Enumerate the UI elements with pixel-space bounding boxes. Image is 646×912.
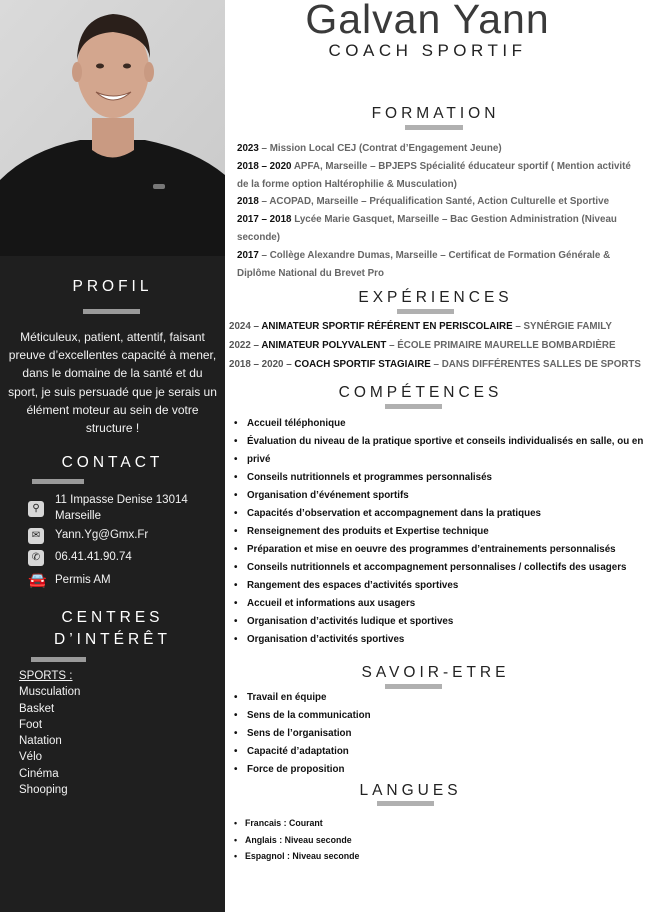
contact-email[interactable]: ✉ Yann.Yg@Gmx.Fr bbox=[28, 527, 205, 544]
car-icon: 🚘 bbox=[28, 572, 47, 589]
langue-item: • Francais : Courant bbox=[233, 815, 359, 832]
candidate-role: COACH SPORTIF bbox=[328, 41, 527, 60]
contact-license: 🚘 Permis AM bbox=[28, 572, 111, 589]
competence-item: • Accueil et informations aux usagers bbox=[233, 595, 646, 613]
competence-item: • Accueil téléphonique bbox=[233, 415, 646, 433]
savoir-etre-item: • Sens de la communication bbox=[233, 707, 646, 725]
interest-item: Cinéma bbox=[19, 767, 59, 780]
langues-divider bbox=[377, 801, 434, 806]
interests-heading-line1: CENTRES bbox=[61, 609, 164, 626]
interest-item: Basket bbox=[19, 702, 55, 715]
formation-list bbox=[237, 140, 646, 282]
competence-item: • Préparation et mise en oeuvre des programmes d’entrainements personnalisés bbox=[233, 541, 646, 559]
competence-item: • Évaluation du niveau de la pratique sportive et conseils individualisés en salle, ou en bbox=[233, 433, 646, 451]
location-icon: ⚲ bbox=[28, 501, 44, 517]
langue-item: • Anglais : Niveau seconde bbox=[233, 832, 359, 849]
formation-line: Diplôme National du Brevet Pro bbox=[237, 267, 384, 279]
competences-divider bbox=[385, 404, 442, 409]
formation-divider bbox=[405, 125, 463, 130]
formation-line: seconde) bbox=[237, 231, 281, 243]
competence-item: • Organisation d’événement sportifs bbox=[233, 487, 646, 505]
langue-item: • Espagnol : Niveau seconde bbox=[233, 848, 359, 865]
candidate-name: Galvan Yann bbox=[305, 0, 550, 42]
competence-item: • Rangement des espaces d’activités sportives bbox=[233, 577, 646, 595]
experience-item: 2022 – ANIMATEUR POLYVALENT – ÉCOLE PRIMAIRE MAURELLE BOMBARDIÈRE bbox=[229, 340, 616, 351]
langues-heading: LANGUES bbox=[359, 782, 462, 799]
savoir-etre-item: • Capacité d’adaptation bbox=[233, 743, 646, 761]
langues-list bbox=[233, 815, 359, 865]
savoir-etre-item: • Force de proposition bbox=[233, 761, 646, 779]
experiences-divider bbox=[397, 309, 454, 314]
savoir-etre-item: • Sens de l’organisation bbox=[233, 725, 646, 743]
competence-item: • Renseignement des produits et Expertise technique bbox=[233, 523, 646, 541]
formation-heading: FORMATION bbox=[371, 105, 500, 122]
competence-item: • Conseils nutritionnels et programmes personnalisés bbox=[233, 469, 646, 487]
interests-heading-line2: D’INTÉRÊT bbox=[54, 631, 171, 648]
formation-line: de la forme option Haltérophilie & Musculation) bbox=[237, 178, 457, 190]
envelope-icon: ✉ bbox=[28, 528, 44, 544]
formation-line: 2017 – Collège Alexandre Dumas, Marseille – Certificat de Formation Générale & bbox=[237, 249, 611, 261]
contact-heading: CONTACT bbox=[61, 454, 164, 471]
interest-item: Foot bbox=[19, 718, 43, 731]
phone-icon: ✆ bbox=[28, 550, 44, 566]
sidebar bbox=[0, 0, 225, 912]
interests-divider bbox=[31, 657, 86, 662]
interest-item: Natation bbox=[19, 735, 62, 748]
formation-line: 2018 – 2020 APFA, Marseille – BPJEPS Spécialité éducateur sportif ( Mention activité bbox=[237, 160, 631, 172]
formation-line: 2023 – Mission Local CEJ (Contrat d’Engagement Jeune) bbox=[237, 143, 502, 154]
profil-divider bbox=[83, 309, 140, 314]
interests-sub-heading: SPORTS : bbox=[19, 670, 73, 682]
contact-address: ⚲ 11 Impasse Denise 13014 Marseille bbox=[28, 492, 205, 524]
profil-text: Méticuleux, patient, attentif, faisant preuve d’excellentes capacité à mener, dans le domaine de la santé et du sport, je suis persuadé que je serais un élément moteur au sein de votre structure ! bbox=[8, 330, 217, 436]
contact-divider bbox=[32, 479, 84, 484]
competences-heading: COMPÉTENCES bbox=[338, 384, 503, 401]
competence-item: • Capacités d’observation et accompagnement dans la pratiques bbox=[233, 505, 646, 523]
interest-item: Shooping bbox=[19, 784, 68, 797]
interest-item: Vélo bbox=[19, 751, 43, 764]
experiences-heading: EXPÉRIENCES bbox=[358, 289, 513, 306]
interest-item: Musculation bbox=[19, 686, 81, 699]
formation-line: 2018 – ACOPAD, Marseille – Préqualification Santé, Action Culturelle et Sportive bbox=[237, 196, 610, 208]
savoir-etre-heading: SAVOIR-ETRE bbox=[361, 664, 510, 681]
competences-list bbox=[233, 415, 646, 649]
experience-item: 2018 – 2020 – COACH SPORTIF STAGIAIRE – DANS DIFFÉRENTES SALLES DE SPORTS bbox=[229, 359, 641, 370]
competence-item: • Organisation d’activités ludique et sportives bbox=[233, 613, 646, 631]
competence-item: • privé bbox=[233, 451, 646, 469]
experience-item: 2024 – ANIMATEUR SPORTIF RÉFÉRENT EN PERISCOLAIRE – SYNÉRGIE FAMILY bbox=[229, 321, 612, 332]
savoir-etre-item: • Travail en équipe bbox=[233, 689, 646, 707]
interests-list bbox=[19, 668, 80, 798]
profil-heading: PROFIL bbox=[72, 278, 153, 295]
competence-item: • Organisation d’activités sportives bbox=[233, 631, 646, 649]
formation-line: 2017 – 2018 Lycée Marie Gasquet, Marseille – Bac Gestion Administration (Niveau bbox=[237, 214, 617, 226]
profile-photo bbox=[0, 0, 225, 256]
competence-item: • Conseils nutritionnels et accompagnement personnalises / collectifs des usagers bbox=[233, 559, 646, 577]
contact-phone[interactable]: ✆ 06.41.41.90.74 bbox=[28, 549, 205, 566]
savoir-etre-list bbox=[233, 689, 646, 779]
